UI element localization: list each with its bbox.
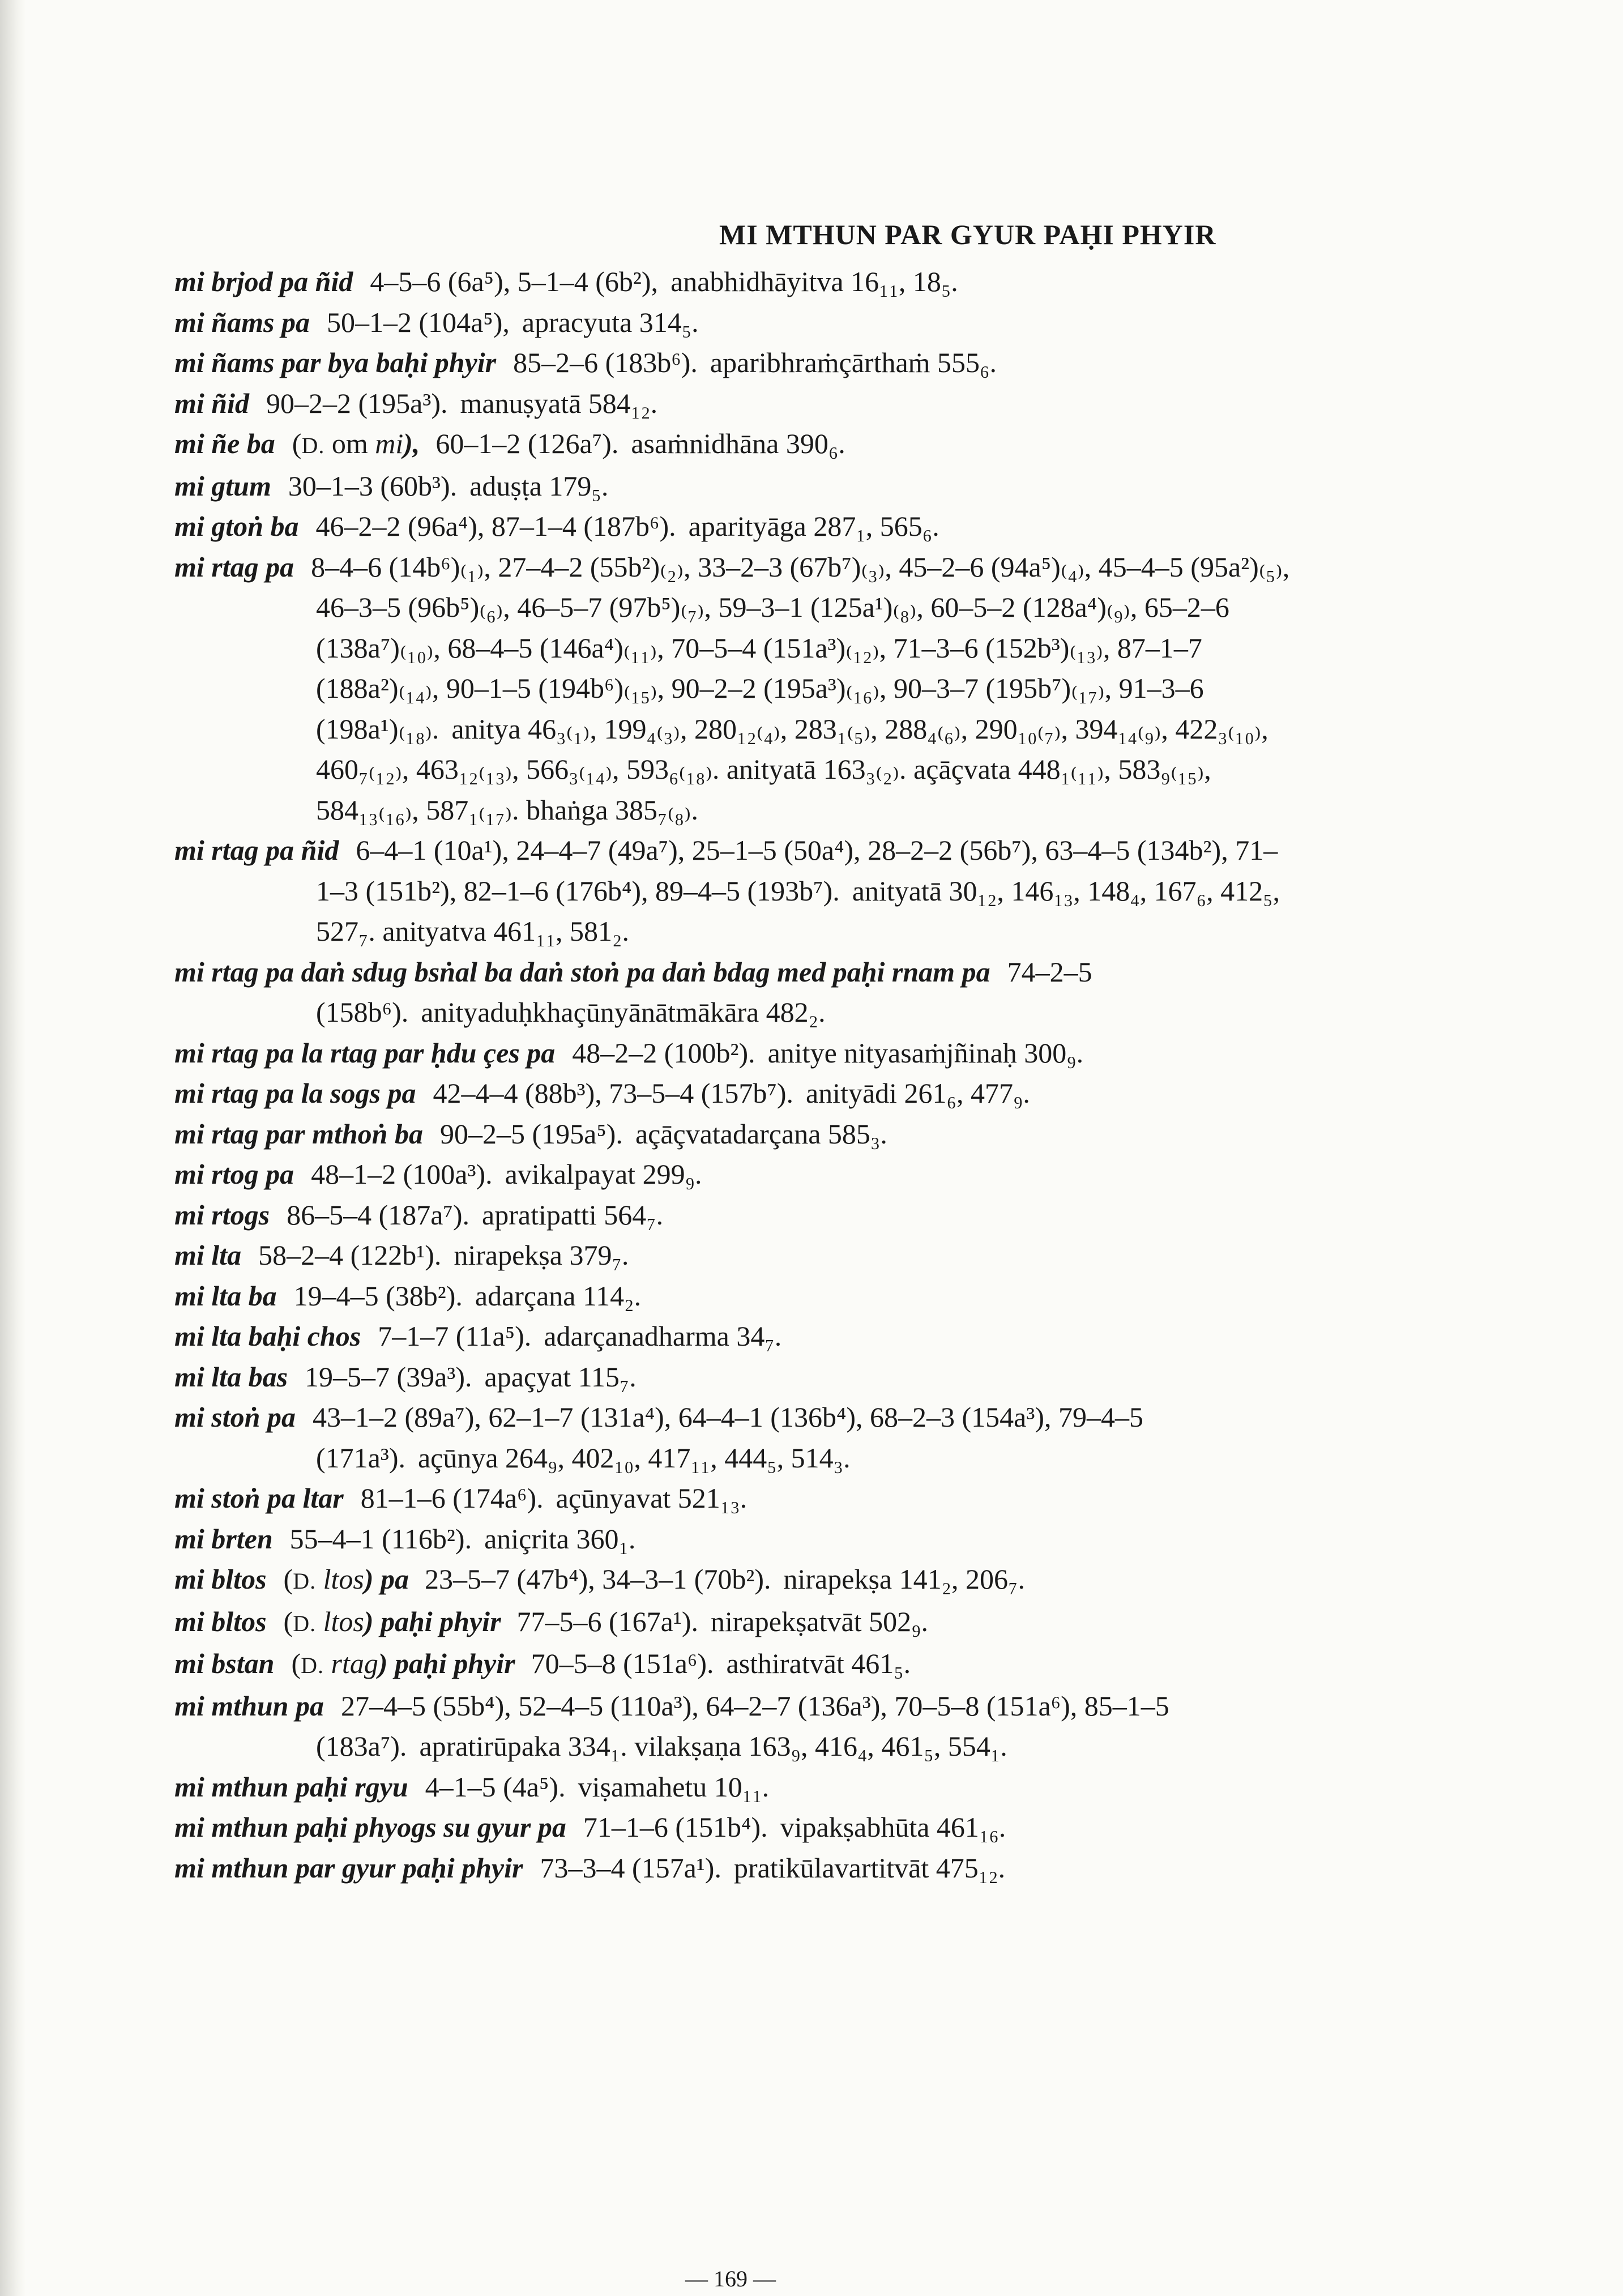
dictionary-entry (174, 466, 1290, 507)
entry-sanskrit: açāçvatadarçana 585₃. (635, 1117, 887, 1150)
entry-sanskrit: anityādi 261₆, 477₉. (805, 1077, 1030, 1109)
entry-headword: mi gtum (174, 470, 271, 502)
entry-headword: mi bltos (174, 1605, 267, 1637)
entry-sanskrit: avikalpayat 299₉. (505, 1158, 702, 1190)
entry-list (174, 262, 1290, 1888)
note-close: ) paḥi phyir (364, 1605, 501, 1637)
dictionary-entry (174, 1602, 1290, 1644)
entry-variant-note (284, 1606, 501, 1637)
note-close: ) pa (364, 1563, 409, 1595)
entry-references: 4–1–5 (4a⁵). (425, 1770, 566, 1803)
entry-headword: mi gtoṅ ba (174, 510, 299, 542)
entry-headword: mi brjod pa ñid (174, 266, 353, 297)
entry-references: 50–1–2 (104a⁵), (326, 306, 510, 338)
entry-sanskrit: nirapekṣa 379₇. (454, 1239, 629, 1271)
dictionary-entry (174, 1767, 1290, 1808)
dictionary-entry (174, 1235, 1290, 1276)
dictionary-entry (174, 952, 1290, 1033)
entry-headword: mi rtag pa (174, 550, 294, 583)
note-open: ( (292, 428, 302, 459)
entry-sanskrit: apratipatti 564₇. (482, 1198, 664, 1231)
note-edition: D. (301, 1653, 324, 1678)
page-number: — 169 — (685, 2266, 776, 2291)
entry-headword: mi bltos (174, 1563, 267, 1595)
note-open: ( (283, 1605, 293, 1637)
entry-sanskrit: viṣamahetu 10₁₁. (578, 1770, 770, 1803)
entry-references: 23–5–7 (47b⁴), 34–3–1 (70b²). (424, 1563, 771, 1595)
entry-references: 74–2–5 (158b⁶). (316, 955, 1092, 1028)
entry-sanskrit: aparityāga 287₁, 565₆. (688, 510, 939, 542)
dictionary-entry (174, 1397, 1290, 1478)
entry-references: 71–1–6 (151b⁴). (583, 1811, 768, 1843)
entry-sanskrit: anitye nityasaṁjñinaḥ 300₉. (767, 1036, 1084, 1069)
entry-headword: mi rtogs (174, 1198, 270, 1231)
entry-headword: mi lta (174, 1239, 242, 1271)
note-text (324, 1648, 331, 1679)
dictionary-entry (174, 1519, 1290, 1560)
entry-references: 46–2–2 (96a⁴), 87–1–4 (187b⁶). (315, 510, 676, 542)
dictionary-entry (174, 830, 1290, 952)
entry-references: 19–5–7 (39a³). (305, 1360, 472, 1393)
entry-sanskrit: manuṣyatā 584₁₂. (460, 387, 658, 419)
note-variant: ltos (323, 1563, 364, 1595)
note-edition: D. (293, 1610, 317, 1636)
entry-references: 4–5–6 (6a⁵), 5–1–4 (6b²), (370, 266, 659, 297)
entry-headword: mi ñams pa (174, 306, 310, 338)
entry-sanskrit: asthiratvāt 461₅. (726, 1648, 911, 1679)
entry-references: 77–5–6 (167a¹). (516, 1605, 699, 1637)
entry-headword: mi rtag pa ñid (174, 834, 339, 866)
entry-sanskrit: anabhidhāyitva 16₁₁, 18₅. (670, 266, 958, 297)
entry-references: 55–4–1 (116b²). (289, 1522, 472, 1555)
entry-references: 19–4–5 (38b²). (293, 1279, 463, 1312)
entry-references: 7–1–7 (11a⁵). (378, 1320, 532, 1352)
entry-headword: mi lta bas (174, 1360, 288, 1393)
dictionary-entry (174, 506, 1290, 547)
note-variant: ltos (323, 1605, 364, 1637)
note-variant: mi (375, 428, 404, 459)
entry-references: 8–4–6 (14b⁶)₍₁₎, 27–4–2 (55b²)₍₂₎, 33–2–3 (67b⁷)₍₃₎, 45–2–6 (94a⁵)₍₄₎, 45–4–5 (95a²)₍₅₎, 46–3–5 (96b⁵)₍₆₎, 46–5–7 (97b⁵)₍₇₎, 59–3–1 (125a¹)₍₈₎, 60–5–2 (128a⁴)₍₉₎, 65–2–6 (138a⁷)₍₁₀₎, 68–4–5 (146a⁴)₍₁₁₎, 70–5–4 (151a³)₍₁₂₎, 71–3–6 (152b³)₍₁₃₎, 87–1–7 (188a²)₍₁₄₎, 90–1–5 (194b⁶)₍₁₅₎, 90–2–2 (195a³)₍₁₆₎, 90–3–7 (195b⁷)₍₁₇₎, 91–3–6 (198a¹)₍₁₈₎. (311, 550, 1290, 745)
entry-variant-note (284, 1563, 409, 1595)
scan-edge-shadow (0, 0, 26, 2296)
dictionary-entry (174, 1195, 1290, 1236)
entry-sanskrit: açūnya 264₉, 402₁₀, 417₁₁, 444₅, 514₃. (417, 1441, 851, 1474)
entry-references: 85–2–6 (183b⁶). (513, 347, 698, 378)
entry-headword: mi lta ba (174, 1279, 277, 1312)
entry-references: 86–5–4 (187a⁷). (287, 1198, 470, 1231)
entry-references: 48–2–2 (100b²). (572, 1036, 755, 1069)
note-open: ( (291, 1648, 301, 1679)
entry-headword: mi stoṅ pa ltar (174, 1482, 344, 1514)
dictionary-entry (174, 383, 1290, 424)
dictionary-entry (174, 302, 1290, 343)
entry-sanskrit: asaṁnidhāna 390₆. (631, 428, 845, 459)
entry-references: 70–5–8 (151a⁶). (531, 1648, 714, 1679)
entry-references: 48–1–2 (100a³). (311, 1158, 493, 1190)
entry-headword: mi ñams par bya baḥi phyir (174, 347, 497, 378)
entry-references: 90–2–2 (195a³). (266, 387, 448, 419)
dictionary-entry (174, 1316, 1290, 1357)
entry-sanskrit: adarçana 114₂. (475, 1279, 642, 1312)
entry-references: 30–1–3 (60b³). (288, 470, 458, 502)
dictionary-entry (174, 1848, 1290, 1889)
entry-sanskrit: nirapekṣa 141₂, 206₇. (783, 1563, 1025, 1595)
entry-sanskrit: apratirūpaka 334₁. vilakṣaṇa 163₉, 416₄, 461₅, 554₁. (419, 1730, 1007, 1762)
dictionary-entry (174, 1073, 1290, 1114)
entry-headword: mi rtag pa la sogs pa (174, 1077, 416, 1109)
entry-sanskrit: anitya 46₃₍₁₎, 199₄₍₃₎, 280₁₂₍₄₎, 283₁₍₅₎, 288₄₍₆₎, 290₁₀₍₇₎, 394₁₄₍₉₎, 422₃₍₁₀₎, 460₇₍₁₂₎, 463₁₂₍₁₃₎, 566₃₍₁₄₎, 593₆₍₁₈₎. anityatā 163₃₍₂₎. açāçvata 448₁₍₁₁₎, 583₉₍₁₅₎, 584₁₃₍₁₆₎, 587₁₍₁₇₎. bhaṅga 385₇₍₈₎. (316, 712, 1268, 826)
entry-headword: mi mthun paḥi phyogs su gyur pa (174, 1811, 566, 1843)
entry-sanskrit: aduṣṭa 179₅. (469, 470, 609, 502)
entry-headword: mi rtag pa la rtag par ḥdu çes pa (174, 1036, 556, 1069)
dictionary-entry (174, 1114, 1290, 1155)
entry-sanskrit: aniçrita 360₁. (484, 1522, 636, 1555)
note-text (316, 1606, 323, 1637)
dictionary-entry (174, 1559, 1290, 1602)
entry-sanskrit: anityatā 30₁₂, 146₁₃, 148₄, 167₆, 412₅, 527₇. anityatva 461₁₁, 581₂. (316, 874, 1280, 947)
dictionary-entry (174, 1686, 1290, 1767)
note-close: ) paḥi phyir (378, 1648, 515, 1679)
entry-headword: mi stoṅ pa (174, 1401, 296, 1433)
entry-references: 73–3–4 (157a¹). (540, 1851, 721, 1884)
dictionary-entry (174, 424, 1290, 466)
entry-sanskrit: apaçyat 115₇. (484, 1360, 637, 1393)
entry-sanskrit: adarçanadharma 34₇. (544, 1320, 782, 1352)
dictionary-entry (174, 1033, 1290, 1074)
entry-headword: mi lta baḥi chos (174, 1320, 361, 1352)
entry-headword: mi ñe ba (174, 428, 275, 459)
dictionary-entry (174, 547, 1290, 831)
entry-sanskrit: anityaduḥkhaçūnyānātmākāra 482₂. (421, 996, 826, 1028)
dictionary-entry (174, 1276, 1290, 1317)
entry-sanskrit: vipakṣabhūta 461₁₆. (780, 1811, 1006, 1843)
note-close: ), (403, 428, 420, 459)
entry-references: 58–2–4 (122b¹). (258, 1239, 442, 1271)
entry-headword: mi rtag pa daṅ sdug bsṅal ba daṅ stoṅ pa daṅ bdag med paḥi rnam pa (174, 955, 990, 988)
note-open: ( (283, 1563, 293, 1595)
dictionary-entry (174, 1154, 1290, 1195)
entry-sanskrit: aparibhraṁçārthaṁ 555₆. (710, 347, 997, 378)
note-text (316, 1563, 323, 1595)
entry-headword: mi rtag par mthoṅ ba (174, 1117, 423, 1150)
entry-references: 6–4–1 (10a¹), 24–4–7 (49a⁷), 25–1–5 (50a⁴), 28–2–2 (56b⁷), 63–4–5 (134b²), 71–1–3 (151b²), 82–1–6 (176b⁴), 89–4–5 (193b⁷). (316, 834, 1278, 907)
note-edition: D. (301, 433, 325, 458)
note-text: om (324, 428, 375, 459)
entry-references: 60–1–2 (126a⁷). (435, 428, 619, 459)
entry-references: 42–4–4 (88b³), 73–5–4 (157b⁷). (433, 1077, 793, 1109)
entry-sanskrit: pratikūlavartitvāt 475₁₂. (733, 1851, 1006, 1884)
note-edition: D. (293, 1568, 317, 1594)
dictionary-entry (174, 1644, 1290, 1686)
entry-variant-note (292, 428, 420, 459)
entry-headword: mi ñid (174, 387, 249, 419)
entry-references: 43–1–2 (89a⁷), 62–1–7 (131a⁴), 64–4–1 (136b⁴), 68–2–3 (154a³), 79–4–5 (171a³). (312, 1401, 1144, 1474)
entry-headword: mi mthun paḥi rgyu (174, 1770, 408, 1803)
entry-references: 27–4–5 (55b⁴), 52–4–5 (110a³), 64–2–7 (136a³), 70–5–8 (151a⁶), 85–1–5 (183a⁷). (316, 1689, 1169, 1762)
note-variant: rtag (331, 1648, 378, 1679)
entry-headword: mi rtog pa (174, 1158, 294, 1190)
dictionary-entry (174, 1807, 1290, 1848)
entry-references: 90–2–5 (195a⁵). (440, 1117, 623, 1150)
entry-headword: mi bstan (174, 1648, 275, 1679)
entry-headword: mi mthun pa (174, 1689, 324, 1722)
entry-sanskrit: apracyuta 314₅. (522, 306, 699, 338)
entry-sanskrit: açūnyavat 521₁₃. (556, 1482, 748, 1514)
dictionary-entry (174, 1357, 1290, 1398)
dictionary-entry (174, 1478, 1290, 1519)
entry-headword: mi brten (174, 1522, 273, 1555)
dictionary-entry (174, 343, 1290, 383)
entry-variant-note (291, 1648, 515, 1679)
running-header: MI MTHUN PAR GYUR PAḤI PHYIR (719, 219, 1216, 250)
entry-sanskrit: nirapekṣatvāt 502₉. (711, 1605, 928, 1637)
entry-references: 81–1–6 (174a⁶). (360, 1482, 544, 1514)
dictionary-entry (174, 262, 1290, 302)
entry-headword: mi mthun par gyur paḥi phyir (174, 1851, 523, 1884)
